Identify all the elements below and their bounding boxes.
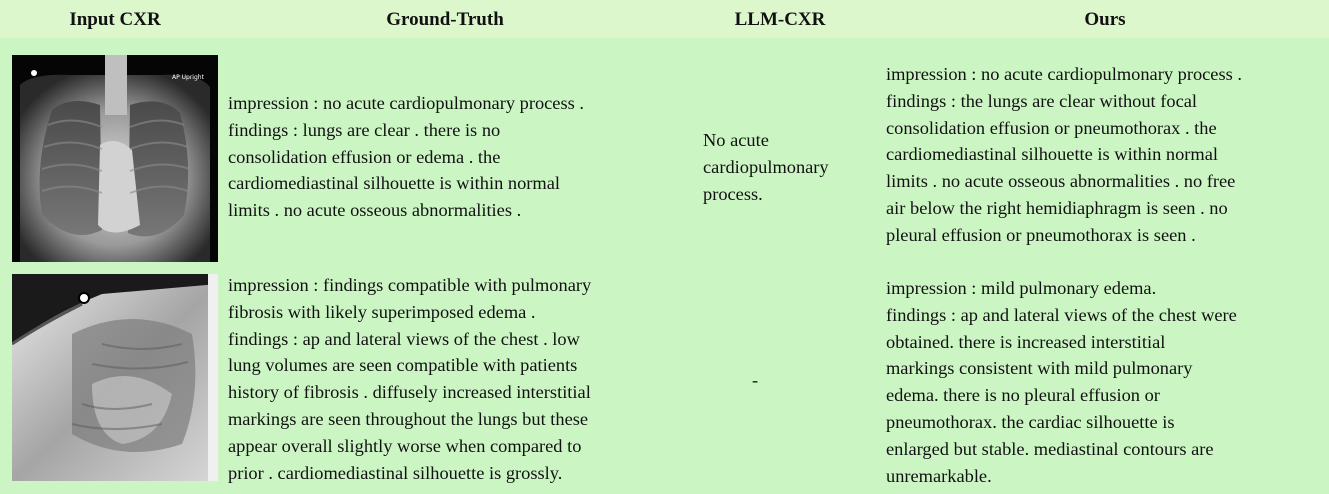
- xray-marker-label: AP Upright: [172, 74, 204, 81]
- row-2-ground-truth-text: impression : findings compatible with pulmonary fibrosis with likely superimposed edema . findings : ap and lateral views of the chest . low lung volumes are seen compatible with patients history of fibrosis . diffusely increased interstitial markings are seen throughout the lungs but these appear overall slightly worse when compared to prior . cardiomediastinal silhouette is grossly.: [228, 275, 592, 483]
- column-header-ground-truth: Ground-Truth: [386, 9, 504, 30]
- row-2-llm-cxr-text: -: [751, 370, 759, 390]
- row-1-ours-text: impression : no acute cardiopulmonary process . findings : the lungs are clear without focal consolidation effusion or pneumothorax . the cardiomediastinal silhouette is within normal limits . no acute osseous abnormalities . no free air below the right hemidiaphragm is seen . no pleural effusion or pneumothorax is seen .: [886, 64, 1242, 245]
- frontal-chest-xray-image: [12, 55, 218, 262]
- column-header-ours: Ours: [1084, 9, 1126, 30]
- column-header-llm-cxr: LLM-CXR: [734, 9, 826, 30]
- lateral-chest-xray-image: [12, 274, 218, 481]
- column-header-input-cxr: Input CXR: [69, 9, 161, 30]
- row-1-ground-truth-text: impression : no acute cardiopulmonary process . findings : lungs are clear . there is no consolidation effusion or edema . the cardiomediastinal silhouette is within normal limits . no acute osseous abnormalities .: [228, 93, 584, 221]
- row-1-llm-cxr-text: No acute cardiopulmonary process.: [703, 130, 829, 204]
- row-2-ours-text: impression : mild pulmonary edema. findings : ap and lateral views of the chest were obtained. there is increased interstitial markings consistent with mild pulmonary edema. there is no pleural effusion or pneumothorax. the cardiac silhouette is enlarged but stable. mediastinal contours are unremarkable.: [886, 278, 1237, 486]
